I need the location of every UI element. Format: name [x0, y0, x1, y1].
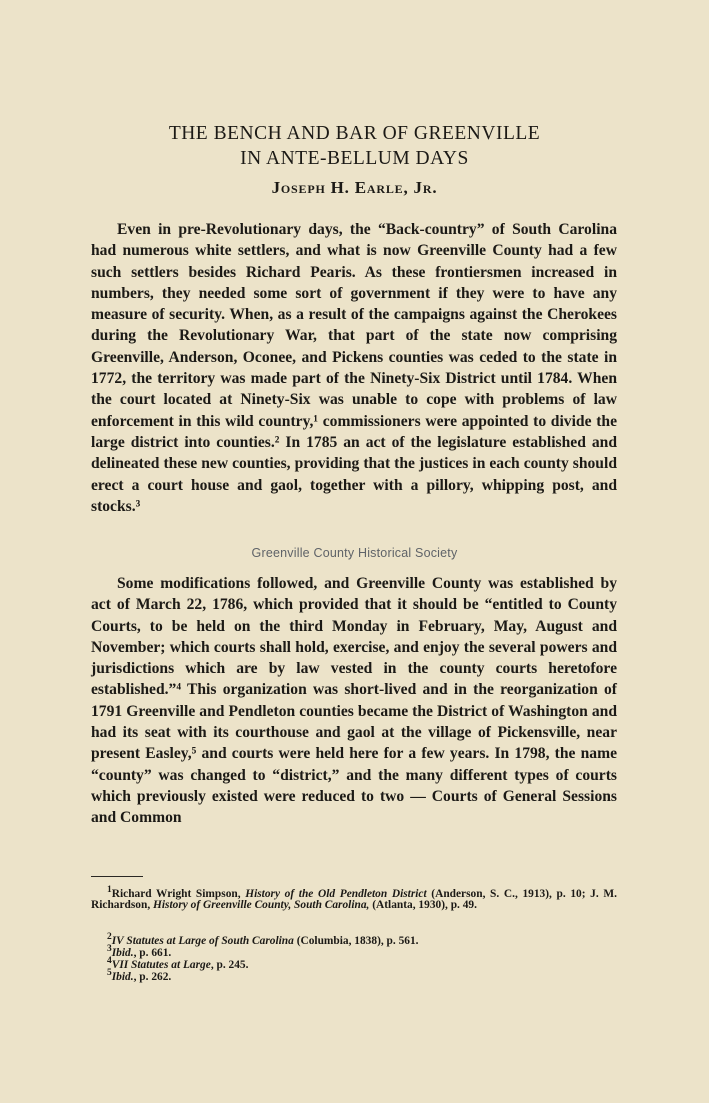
footnote-2-text: (Columbia, 1838), p. 561.	[293, 934, 419, 947]
article-title-line-1: THE BENCH AND BAR OF GREENVILLE	[168, 123, 541, 144]
footnote-5-mark: 5	[107, 968, 112, 978]
body-paragraph-1: Even in pre-Revolutionary days, the “Back-country” of South Carolina had numerous white settlers, and what is now Greenville County had a few such settlers besides Richard Pearis. As these frontiersmen increased in numbers, they needed some sort of government if they were to have any measure of security. When, as a result of the campaigns against the Cherokees during the Revolutionary War, that part of the state now comprising Greenville, Anderson, Oconee, and Pickens counties was ceded to the state in 1772, the territory was made part of the Ninety-Six District until 1784. When the court located at Ninety-Six was unable to cope with problems of law enforcement in this wild country,¹ commissioners were appointed to divide the large district into counties.² In 1785 an act of the legislature established and delineated these new counties, providing that the justices in each county should erect a court house and gaol, together with a pillory, whipping post, and stocks.³	[91, 221, 617, 515]
footnote-1-text-c: (Atlanta, 1930), p. 49.	[369, 899, 477, 912]
footnote-1-text-a: Richard Wright Simpson,	[111, 887, 246, 900]
footnote-1-title-a: History of the Old Pendleton District	[245, 887, 427, 900]
footnote-1-title-b: History of Greenville County, South Carolina,	[153, 899, 370, 912]
footnote-5-title: Ibid.	[111, 970, 134, 983]
footnote-4-text: , p. 245.	[210, 958, 249, 971]
footnote-1	[91, 885, 617, 912]
footnote-3-text: , p. 661.	[133, 946, 172, 959]
footnote-5-text: , p. 262.	[133, 970, 172, 983]
footnote-4-mark: 4	[107, 956, 112, 966]
article-author: Joseph H. Earle, Jr.	[271, 178, 438, 197]
footnote-3-mark: 3	[107, 944, 112, 954]
footnote-4-title: VII Statutes at Large	[111, 958, 211, 971]
footnote-3-title: Ibid.	[111, 946, 134, 959]
watermark-text: Greenville County Historical Society	[251, 546, 458, 560]
body-paragraph-2: Some modifications followed, and Greenville County was established by act of March 22, 1786, which provided that it should be “entitled to County Courts, to be held on the third Monday in February, May, August and November; which courts shall hold, exercise, and enjoy the several powers and jurisdictions which are by law vested in the county courts heretofore established.”⁴ This organization was short-lived and in the reorganization of 1791 Greenville and Pendleton counties became the District of Washington and had its seat with its courthouse and gaol at the village of Pickensville, near present Easley,⁵ and courts were held here for a few years. In 1798, the name “county” was changed to “district,” and the many different types of courts which previously existed were reduced to two — Courts of General Sessions and Common	[91, 575, 617, 827]
footnote-2-mark: 2	[107, 932, 112, 942]
article-title-line-2: IN ANTE-BELLUM DAYS	[240, 148, 469, 169]
footnote-5	[107, 968, 617, 983]
footnote-divider	[91, 876, 143, 877]
footnote-2-title: IV Statutes at Large of South Carolina	[111, 934, 294, 947]
footnote-1-text-b: (Anderson, S. C., 1913), p. 10; J. M. Richardson,	[91, 887, 617, 912]
footnote-1-mark: 1	[107, 885, 112, 895]
